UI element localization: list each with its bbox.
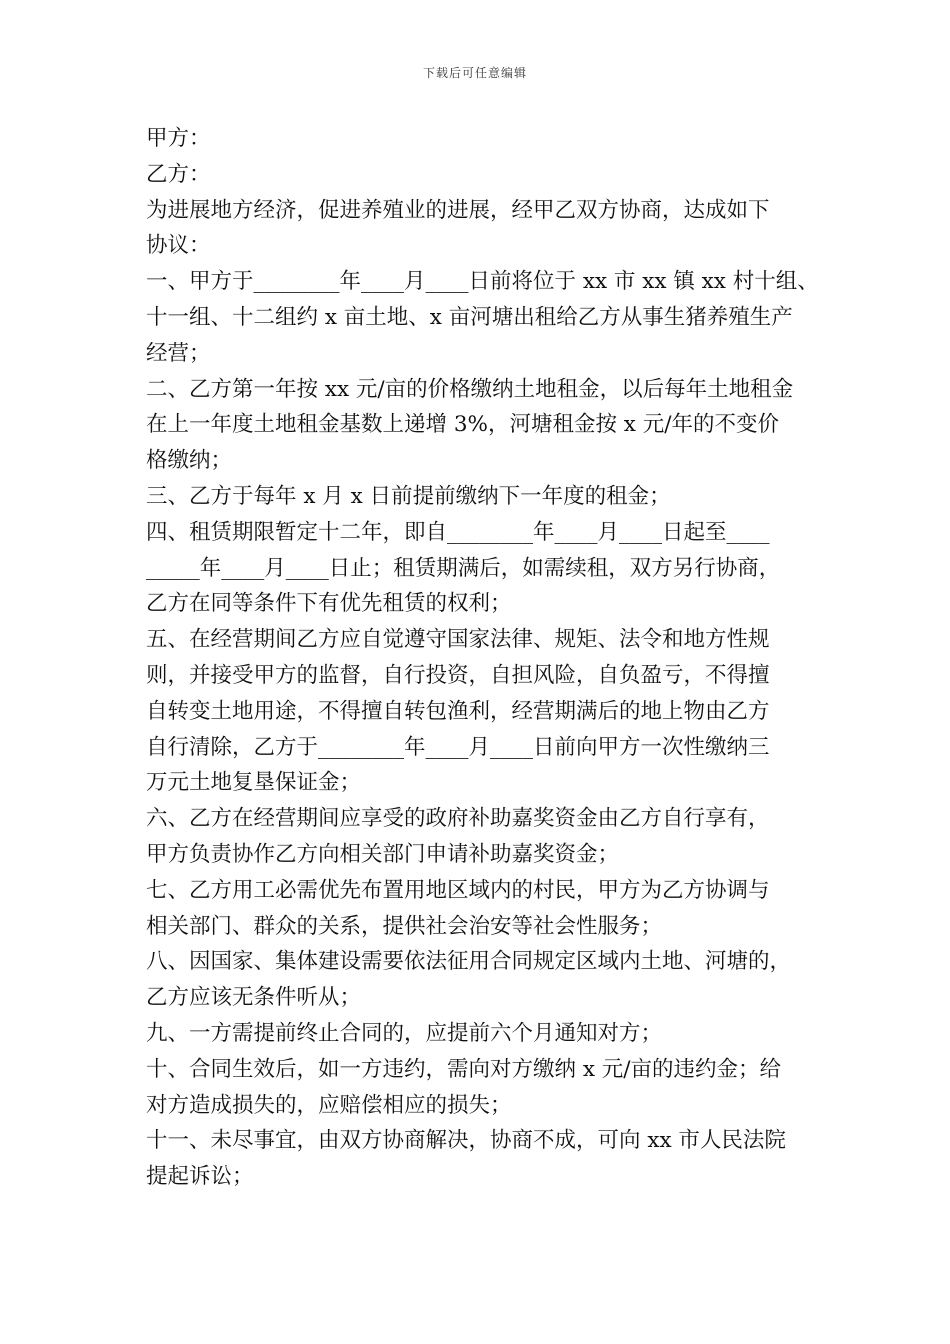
page-header-note: 下载后可任意编辑 — [422, 66, 527, 80]
text-line: 六、乙方在经营期间应享受的政府补助嘉奖资金由乙方自行享有， — [146, 806, 770, 832]
text-line: 万元土地复垦保证金； — [146, 770, 362, 796]
text-line: 八、因国家、集体建设需要依法征用合同规定区域内土地、河塘的， — [146, 949, 792, 975]
text-line: 自行清除，乙方于________年____月____日前向甲方一次性缴纳三 — [146, 734, 770, 760]
text-line: 甲方负责协作乙方向相关部门申请补助嘉奖资金； — [146, 841, 620, 867]
text-line: 对方造成损失的，应赔偿相应的损失； — [146, 1092, 512, 1118]
text-line: 则，并接受甲方的监督，自行投资，自担风险，自负盈亏，不得擅 — [146, 662, 770, 688]
text-line: 三、乙方于每年 x 月 x 日前提前缴纳下一年度的租金； — [146, 483, 671, 509]
text-line: 十一、未尽事宜，由双方协商解决，协商不成，可向 xx 市人民法院 — [146, 1128, 786, 1154]
text-line: 九、一方需提前终止合同的，应提前六个月通知对方； — [146, 1020, 663, 1046]
text-line: 在上一年度土地租金基数上递增 3%，河塘租金按 x 元/年的不变价 — [146, 412, 779, 438]
text-line: 乙方应该无条件听从； — [146, 985, 362, 1011]
text-line: 提起诉讼； — [146, 1164, 254, 1190]
text-line: 自转变土地用途，不得擅自转包渔利，经营期满后的地上物由乙方 — [146, 698, 770, 724]
text-line: 为进展地方经济，促进养殖业的进展，经甲乙双方协商，达成如下 — [146, 197, 770, 223]
text-line: 二、乙方第一年按 xx 元/亩的价格缴纳土地租金，以后每年土地租金 — [146, 376, 794, 402]
text-line: 乙方在同等条件下有优先租赁的权利； — [146, 591, 512, 617]
text-line: 乙方： — [146, 161, 211, 187]
text-line: _____年____月____日止；租赁期满后，如需续租，双方另行协商， — [146, 555, 781, 581]
text-line: 协议： — [146, 233, 211, 259]
text-line: 四、租赁期限暂定十二年，即自________年____月____日起至____ — [146, 519, 770, 545]
text-line: 相关部门、群众的关系，提供社会治安等社会性服务； — [146, 913, 663, 939]
text-line: 甲方： — [146, 126, 211, 151]
contract-body — [146, 121, 826, 1195]
text-line: 五、在经营期间乙方应自觉遵守国家法律、规矩、法令和地方性规 — [146, 627, 770, 653]
text-line: 格缴纳； — [146, 448, 233, 474]
text-line: 一、甲方于________年____月____日前将位于 xx 市 xx 镇 xx 村十组、 — [146, 269, 819, 295]
text-line: 十一组、十二组约 x 亩土地、x 亩河塘出租给乙方从事生猪养殖生产 — [146, 304, 793, 330]
text-line: 经营； — [146, 340, 211, 366]
text-line: 七、乙方用工必需优先布置用地区域内的村民，甲方为乙方协调与 — [146, 877, 770, 903]
text-line: 十、合同生效后，如一方违约，需向对方缴纳 x 元/亩的违约金；给 — [146, 1056, 782, 1082]
